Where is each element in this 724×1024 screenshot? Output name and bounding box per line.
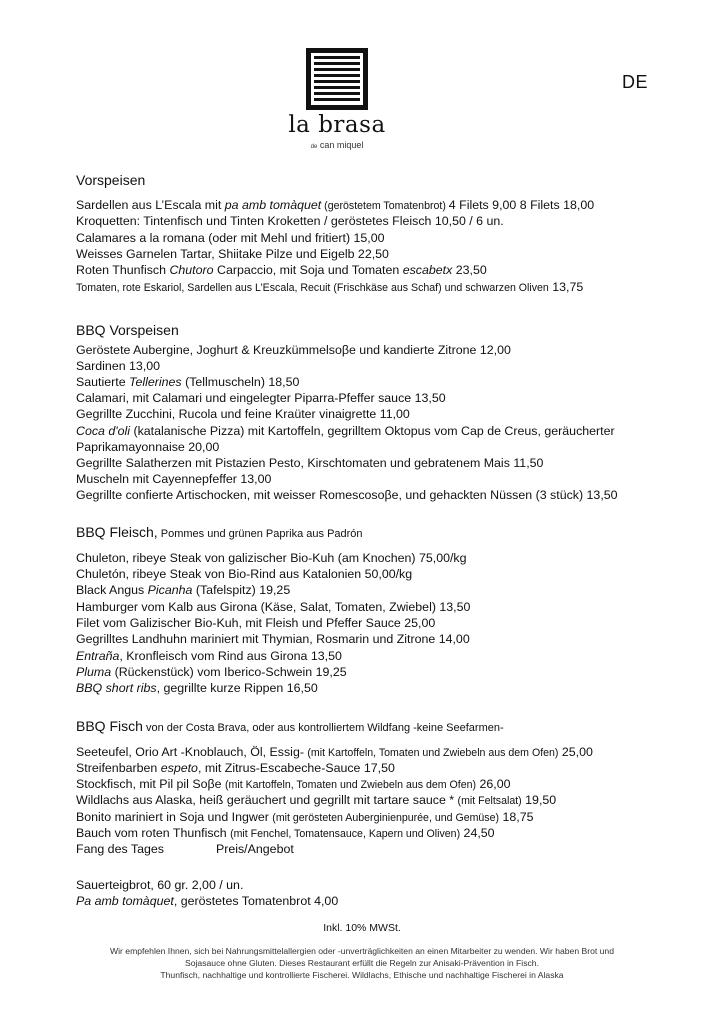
menu-item-landhuhn: Gegrilltes Landhuhn mariniert mit Thymian, Rosmarin und Zitrone 14,00 <box>76 632 470 646</box>
item-price: 26,00 <box>476 777 511 791</box>
item-text: , gegrillte kurze Rippen 16,50 <box>156 681 318 695</box>
section-title-bbq-vorspeisen: BBQ Vorspeisen <box>76 322 179 338</box>
item-text: Sautierte <box>76 375 130 389</box>
menu-item-calamares: Calamares a la romana (oder mit Mehl und fritiert) 15,00 <box>76 231 385 245</box>
striped-square-logo-icon <box>306 48 368 110</box>
menu-item-chuleton-galizisch: Chuleton, ribeye Steak von galizischer Bio-Kuh (am Knochen) 75,00/kg <box>76 551 467 565</box>
menu-item-tellerines <box>76 374 299 390</box>
item-text: Bauch vom roten Thunfisch <box>76 826 231 840</box>
section-subtitle: Pommes und grünen Paprika aus Padrón <box>157 528 363 540</box>
item-text: Wildlachs aus Alaska, heiß geräuchert und gegrillt mit tartare sauce * <box>76 793 458 807</box>
menu-item-bonito <box>76 809 533 826</box>
menu-item-muscheln: Muscheln mit Cayennepfeffer 13,00 <box>76 472 272 486</box>
item-italic: espeto <box>160 761 198 775</box>
item-text: (Tafelspitz) 19,25 <box>192 583 291 597</box>
menu-item-coca-doli <box>76 423 615 439</box>
item-text: Black Angus <box>76 583 148 597</box>
menu-item-stockfisch <box>76 776 510 793</box>
item-price: 13,75 <box>548 280 584 294</box>
menu-item-aubergine: Geröstete Aubergine, Joghurt & Kreuzkümmelsoβe und kandierte Zitrone 12,00 <box>76 343 511 357</box>
item-text: (Rückenstück) vom Iberico-Schwein 19,25 <box>111 665 347 679</box>
item-italic: pa amb tomàquet <box>224 198 322 212</box>
item-price: 19,50 <box>521 793 557 807</box>
section-title-bbq-fisch <box>76 717 504 737</box>
menu-item-filet: Filet vom Galizischer Bio-Kuh, mit Fleish und Pfeffer Sauce 25,00 <box>76 616 436 630</box>
menu-item-short-ribs <box>76 680 318 696</box>
item-text: , Kronfleisch vom Rind aus Girona 13,50 <box>119 649 342 663</box>
item-italic: Picanha <box>147 583 193 597</box>
item-text: (Tellmuscheln) 18,50 <box>181 375 300 389</box>
allergy-note-1: Wir empfehlen Ihnen, sich bei Nahrungsmittelallergien oder -unverträglichkeiten an einen Mitarbeiter zu wenden. Wir haben Brot und <box>110 946 614 956</box>
item-price: 4 Filets 9,00 8 Filets 18,00 <box>448 198 595 212</box>
brand-sub-name: can miquel <box>319 140 364 150</box>
section-subtitle: von der Costa Brava, oder aus kontrolliertem Wildfang -keine Seefarmen- <box>142 722 504 734</box>
item-italic: Chutoro <box>169 263 214 277</box>
item-price: Preis/Angebot <box>215 842 294 856</box>
section-title-text: BBQ Fleisch, <box>76 524 158 540</box>
brand-sub-prefix: de <box>310 144 318 150</box>
menu-item-pa-amb-tomaquet <box>76 893 338 909</box>
item-text: Streifenbarben <box>76 761 161 775</box>
item-text: , mit Zitrus-Escabeche-Sauce 17,50 <box>197 761 395 775</box>
item-note: (mit Fenchel, Tomatensauce, Kapern und Oliven) <box>230 828 461 840</box>
menu-item-hamburger: Hamburger vom Kalb aus Girona (Käse, Salat, Tomaten, Zwiebel) 13,50 <box>76 600 471 614</box>
item-text: (katalanische Pizza) mit Kartoffeln, gegrilltem Oktopus vom Cap de Creus, geräucherter <box>130 424 615 438</box>
brand-subtitle <box>260 140 414 153</box>
menu-item-pluma <box>76 664 347 680</box>
item-text: , geröstetes Tomatenbrot 4,00 <box>173 894 339 908</box>
item-text: Sardellen aus L’Escala mit <box>76 198 225 212</box>
menu-item-entrana <box>76 648 342 664</box>
item-text: Roten Thunfisch <box>76 263 170 277</box>
menu-item-picanha <box>76 582 290 598</box>
item-italic: BBQ short ribs <box>76 681 157 695</box>
menu-item-streifenbarben <box>76 760 395 776</box>
menu-item-artischocken: Gegrillte confierte Artischocken, mit weisser Romescosoβe, und gehackten Nüssen (3 stück) 13,50 <box>76 488 618 502</box>
item-italic: Coca d'oli <box>76 424 131 438</box>
item-note: (geröstetem Tomatenbrot) <box>321 200 449 212</box>
menu-item-sardellen <box>76 197 594 214</box>
menu-item-zucchini: Gegrillte Zucchini, Rucola und feine Kraüter vinaigrette 11,00 <box>76 407 410 421</box>
item-note: (mit Feltsalat) <box>457 795 522 807</box>
item-note: (mit Kartoffeln, Tomaten und Zwiebeln aus dem Ofen) <box>224 779 477 791</box>
item-price: 23,50 <box>452 263 487 277</box>
menu-item-sauerteigbrot: Sauerteigbrot, 60 gr. 2,00 / un. <box>76 878 244 892</box>
item-note: (mit Kartoffeln, Tomaten und Zwiebeln aus dem Ofen) <box>307 747 559 759</box>
menu-item-wildlachs <box>76 792 556 809</box>
item-text: Tomaten, rote Eskariol, Sardellen aus L’Escala, Recuit (Frischkäse aus Schaf) und schwarzen Oliven <box>76 282 549 294</box>
item-italic: Tellerines <box>129 375 182 389</box>
section-title-text: BBQ Fisch <box>76 718 143 734</box>
item-price: 25,00 <box>558 745 593 759</box>
menu-item-kroquetten: Kroquetten: Tintenfisch und Tinten Kroketten / geröstetes Fleisch 10,50 / 6 un. <box>76 214 504 228</box>
menu-item-thunfisch-carpaccio <box>76 262 487 278</box>
item-text: Carpaccio, mit Soja und Tomaten <box>213 263 403 277</box>
menu-item-calamari: Calamari, mit Calamari und eingelegter Piparra-Pfeffer sauce 13,50 <box>76 391 446 405</box>
menu-item-coca-doli-cont: Paprikamayonnaise 20,00 <box>76 440 220 454</box>
item-price: 18,75 <box>499 810 534 824</box>
menu-item-fang-des-tages <box>76 841 294 857</box>
menu-item-salatherzen: Gegrillte Salatherzen mit Pistazien Pesto, Kirschtomaten und gebratenem Mais 11,50 <box>76 456 544 470</box>
item-italic: Pa amb tomàquet <box>76 894 174 908</box>
allergy-note-2: Sojasauce ohne Gluten. Dieses Restaurant erfüllt die Regeln zur Anisaki-Prävention in Fisch. <box>185 958 539 968</box>
item-text: Seeteufel, Orio Art -Knoblauch, Öl, Essig- <box>76 745 308 759</box>
language-label: DE <box>622 72 649 92</box>
menu-item-sardinen: Sardinen 13,00 <box>76 359 161 373</box>
brand-name: la brasa <box>288 112 386 138</box>
menu-item-chuleton-katalonien: Chuletón, ribeye Steak von Bio-Rind aus Katalonien 50,00/kg <box>76 567 413 581</box>
section-title-bbq-fleisch <box>76 523 363 543</box>
vat-note: Inkl. 10% MWSt. <box>323 922 401 934</box>
menu-item-seeteufel <box>76 744 593 761</box>
item-text: Bonito mariniert in Soja und Ingwer <box>76 810 273 824</box>
item-text: Stockfisch, mit Pil pil Soβe <box>76 777 225 791</box>
item-text: Fang des Tages <box>76 842 164 856</box>
menu-item-thunfisch-bauch <box>76 825 495 842</box>
item-note: (mit gerösteten Auberginienpurée, und Gemüse) <box>272 812 500 824</box>
fishing-note: Thunfisch, nachhaltige und kontrollierte Fischerei. Wildlachs, Ethische und nachhaltige Fischerei in Alaska <box>160 970 564 980</box>
item-price: 24,50 <box>460 826 495 840</box>
item-italic: escabetx <box>402 263 453 277</box>
menu-item-garnelen-tartar: Weisses Garnelen Tartar, Shiitake Pilze und Eigelb 22,50 <box>76 247 389 261</box>
item-italic: Pluma <box>76 665 112 679</box>
menu-item-tomaten-salat <box>76 279 583 296</box>
section-title-vorspeisen: Vorspeisen <box>76 172 146 188</box>
item-italic: Entraña <box>76 649 120 663</box>
